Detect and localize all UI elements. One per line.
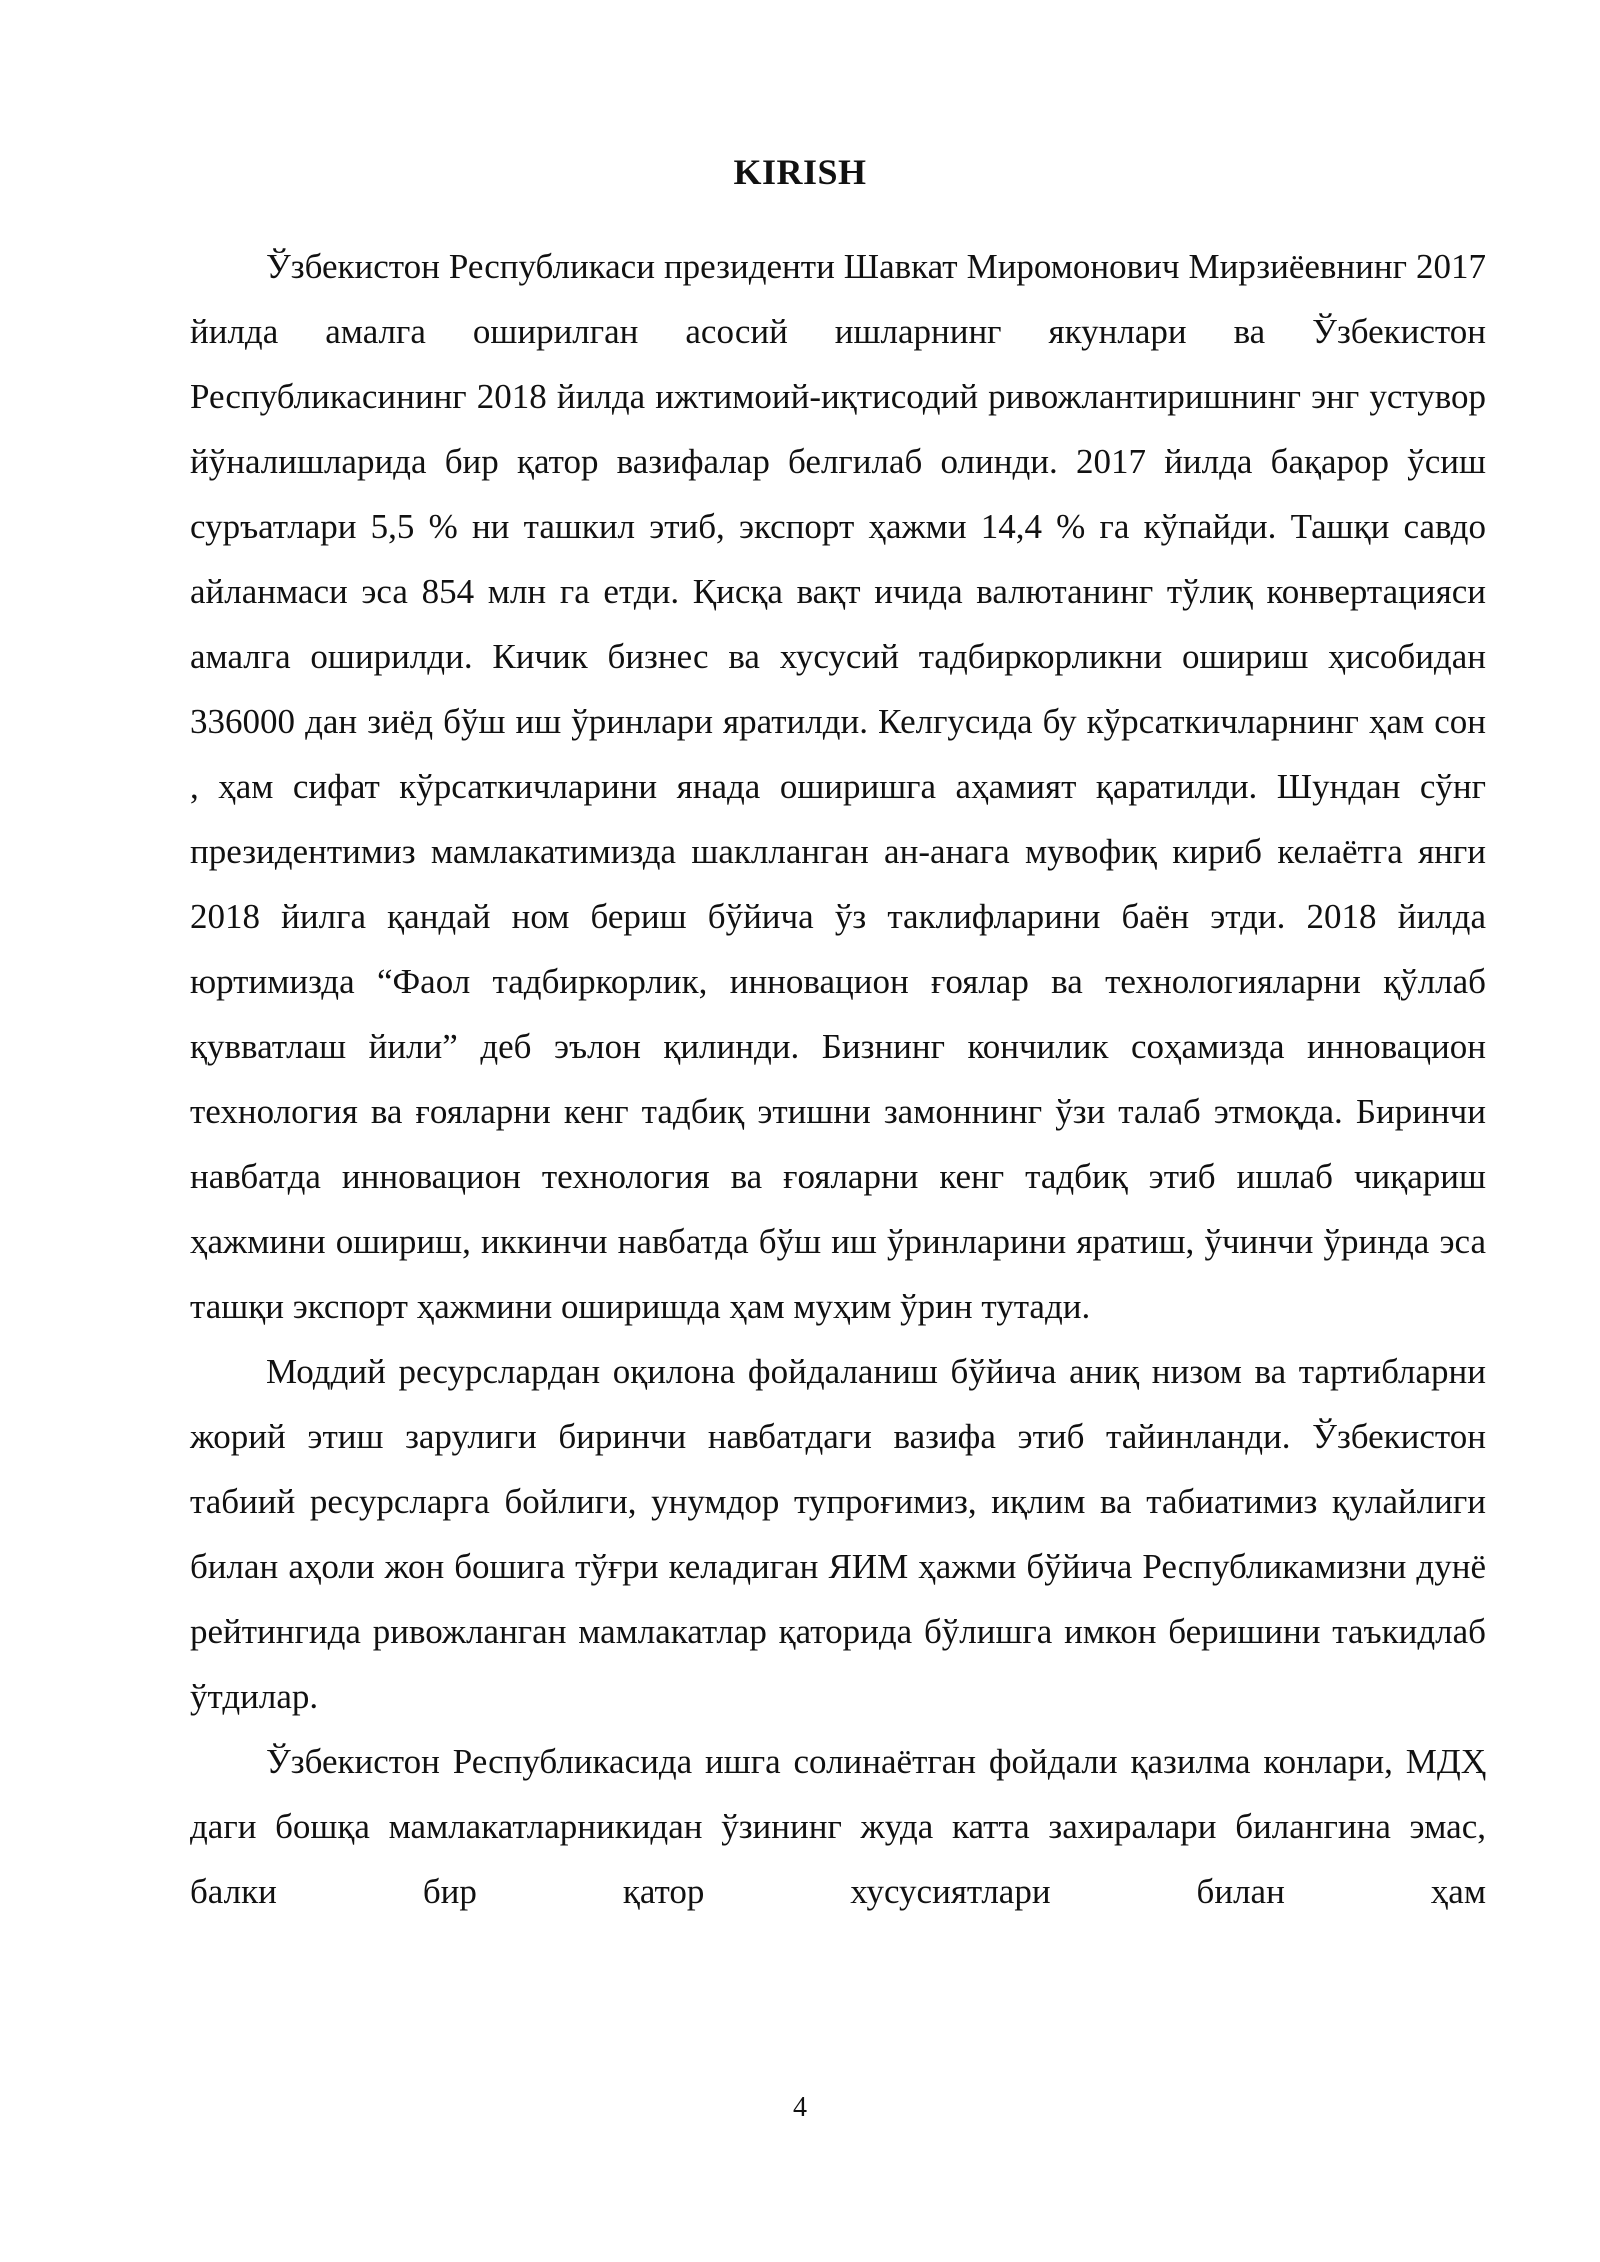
paragraph-3: Ўзбекистон Республикасида ишга солинаётган фойдали қазилма конлари, МДҲ даги бошқа мамлакатларникидан ўзининг жуда катта захиралари билангина эмас, балки бир қатор хусусиятлари билан ҳам (190, 1742, 1486, 1911)
paragraph-1: Ўзбекистон Республикаси президенти Шавкат Миромонович Мирзиёевнинг 2017 йилда амалга оширилган асосий ишларнинг якунлари ва Ўзбекистон Республикасининг 2018 йилда ижтимоий-иқтисодий ривожлантиришнинг энг устувор йўналишларида бир қатор вазифалар белгилаб олинди. 2017 йилда бақарор ўсиш суръатлари 5,5 % ни ташкил этиб, экспорт ҳажми 14,4 % га кўпайди. Ташқи савдо айланмаси эса 854 млн га етди. Қисқа вақт ичида валютанинг тўлиқ конвертацияси амалга оширилди. Кичик бизнес ва хусусий тадбиркорликни ошириш ҳисобидан 336000 дан зиёд бўш иш ўринлари яратилди. Келгусида бу кўрсаткичларнинг ҳам сон , ҳам сифат кўрсаткичларини янада оширишга аҳамият қаратилди. Шундан сўнг президентимиз мамлакатимизда шаклланган ан-анага мувофиқ кириб келаётга янги 2018 йилга қандай ном бериш бўйича ўз таклифларини баён этди. 2018 йилда юртимизда “Фаол тадбиркорлик, инновацион ғоялар ва технологияларни қўллаб қувватлаш йили” деб эълон қилинди. Бизнинг кончилик соҳамизда инновацион технология ва ғояларни кенг тадбиқ этишни замоннинг ўзи талаб этмоқда. Биринчи навбатда инновацион технология ва ғояларни кенг тадбиқ этиб ишлаб чиқариш ҳажмини ошириш, иккинчи навбатда бўш иш ўринларини яратиш, ўчинчи ўринда эса ташқи экспорт ҳажмини оширишда ҳам муҳим ўрин тутади. (190, 247, 1486, 1326)
body-text (190, 234, 1486, 1924)
paragraph-2: Моддий ресурслардан оқилона фойдаланиш бўйича аниқ низом ва тартибларни жорий этиш зарулиги биринчи навбатдаги вазифа этиб тайинланди. Ўзбекистон табиий ресурсларга бойлиги, унумдор тупроғимиз, иқлим ва табиатимиз қулайлиги билан аҳоли жон бошига тўғри келадиган ЯИМ ҳажми бўйича Республикамизни дунё рейтингида ривожланган мамлакатлар қаторида бўлишга имкон беришини таъкидлаб ўтдилар. (190, 1352, 1486, 1716)
section-heading: KIRISH (733, 152, 867, 192)
page-number: 4 (793, 2092, 807, 2123)
